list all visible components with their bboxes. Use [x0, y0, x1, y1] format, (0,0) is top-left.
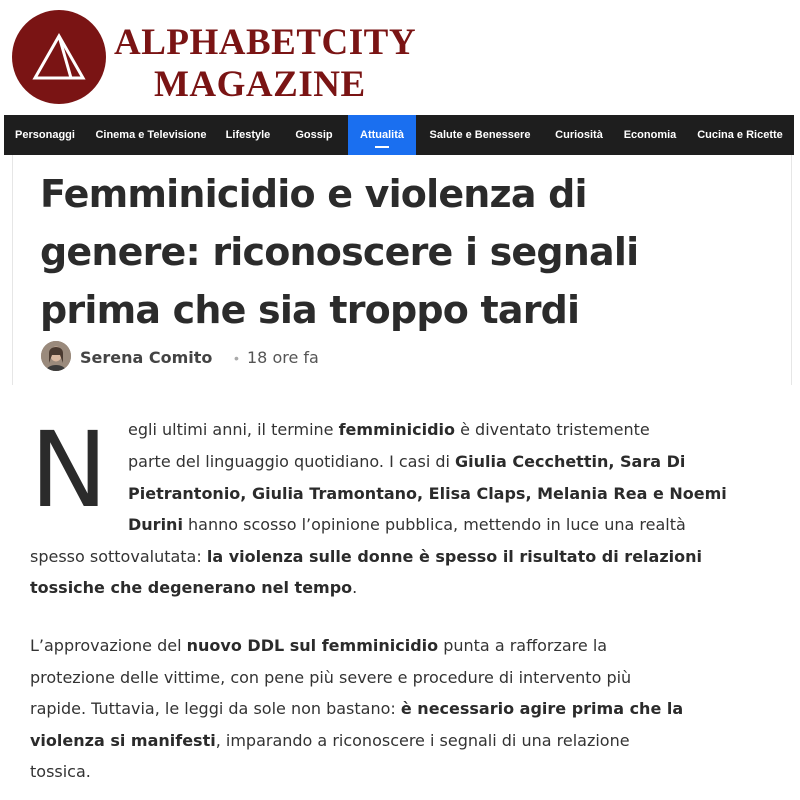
site-logo[interactable]: [12, 10, 106, 104]
nav-item-lifestyle[interactable]: Lifestyle: [225, 129, 271, 141]
paragraph-line: violenza si manifesti, imparando a riconoscere i segnali di una relazione: [30, 731, 630, 750]
nav-item-curiosita[interactable]: Curiosità: [555, 129, 603, 141]
triangle-a-logo-icon: [31, 32, 87, 82]
paragraph-line: Durini hanno scosso l’opinione pubblica, mettendo in luce una realtà: [128, 515, 686, 534]
paragraph-line: protezione delle vittime, con pene più severe e procedure di intervento più: [30, 668, 632, 687]
nav-item-salute-e-benessere[interactable]: Salute e Benessere: [429, 129, 531, 141]
paragraph-line: L’approvazione del nuovo DDL sul femminicidio punta a rafforzare la: [30, 636, 608, 655]
brand-name[interactable]: ALPHABETCITY: [114, 22, 417, 63]
author-avatar[interactable]: [41, 341, 71, 371]
author-name[interactable]: Serena Comito: [80, 348, 213, 367]
paragraph-line: parte del linguaggio quotidiano. I casi di Giulia Cecchettin, Sara Di: [128, 452, 686, 471]
nav-item-cinema-e-televisione[interactable]: Cinema e Televisione: [95, 129, 207, 141]
publish-time: 18 ore fa: [247, 348, 319, 367]
author-portrait-icon: [41, 341, 71, 371]
nav-item-gossip[interactable]: Gossip: [295, 129, 333, 141]
drop-cap: N: [30, 409, 108, 531]
nav-item-personaggi[interactable]: Personaggi: [15, 129, 75, 141]
nav-item-economia[interactable]: Economia: [623, 129, 677, 141]
article-title-line: genere: riconoscere i segnali: [40, 230, 639, 274]
main-nav: [4, 115, 794, 155]
paragraph-line: tossiche che degenerano nel tempo.: [30, 578, 358, 597]
nav-item-attualita[interactable]: Attualità: [348, 115, 416, 155]
meta-separator: •: [234, 350, 239, 366]
paragraph-line: Pietrantonio, Giulia Tramontano, Elisa Claps, Melania Rea e Noemi: [128, 484, 727, 503]
paragraph-line: egli ultimi anni, il termine femminicidio è diventato tristemente: [128, 420, 650, 439]
brand-subtitle[interactable]: MAGAZINE: [154, 64, 366, 105]
site-header: [0, 0, 800, 108]
paragraph-line: spesso sottovalutata: la violenza sulle donne è spesso il risultato di relazioni: [30, 547, 702, 566]
nav-item-cucina-e-ricette[interactable]: Cucina e Ricette: [697, 129, 783, 141]
article-title-line: Femminicidio e violenza di: [40, 172, 587, 216]
paragraph-line: rapide. Tuttavia, le leggi da sole non bastano: è necessario agire prima che la: [30, 699, 684, 718]
article-title: [40, 165, 690, 339]
paragraph-line: tossica.: [30, 762, 91, 781]
article-title-line: prima che sia troppo tardi: [40, 288, 580, 332]
